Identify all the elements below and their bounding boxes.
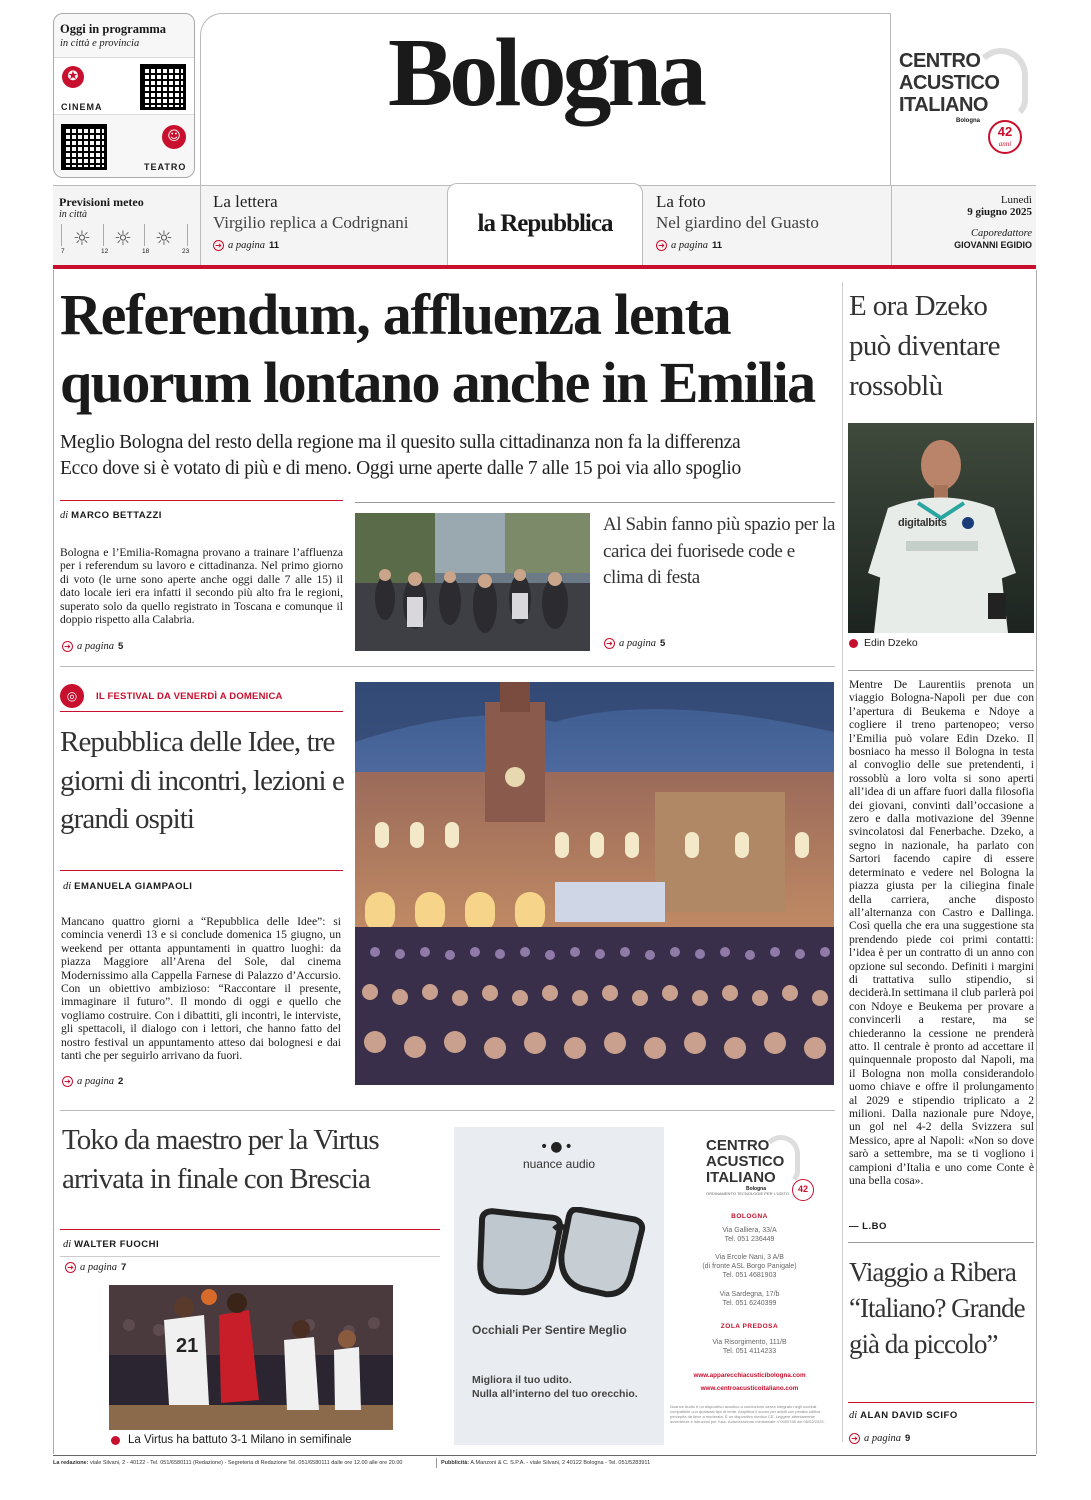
sabin-pageref[interactable]: ➔ a pagina 5	[604, 638, 665, 649]
dzeko-body: Mentre De Laurentiis prenota un viaggio Bologna-Napoli per due con l’apertura di Beukema e Ndoye a cogliere il treno partenopeo; verso l’Emilia può volare Edin Dzeko. Il bosniaco ha messo il Bologna in testa al convoglio delle sue pretendenti, i rossoblù a loro volta si sono aperti all’idea di un affare fuori dalla filosofia dei giovani, convinti dall’occasione a zero e dalla motivazione del 39enne svincolatosi dal Fenerbache. Dzeko, a segno in nazionale, ha parlato con Sartori facendo capire di essere determinato e vedere nel Bologna la piazza giusta per la ciliegina finale della carriera, anche disposto all’alternanza con Castro e Dallinga. Così quella che era una suggestione sta prendendo piede coi primi contatti: l’idea è per un contratto di un anno con opzione sul secondo. Definiti i margini di trattativa sullo stipendio, si deciderà.In settimana il club parlerà poi con Ndoye e Beukema per provare a convincerli a restare, ma se chiederanno la cessione ne prenderà atto. Il centrale è pronto ad accettare il quinquennale proposto dal Napoli, ma il Bologna non molla considerandolo uomo chiave e offre il prolungamento al 2029 e stipendio triplicato a 2 milioni. Dalla nazionale pure Ndoye, un gol nel 4-2 della Svizzera sul Messico, apre al Napoli: «Non so dove sarò a settembre, ma se ti vogliono i campioni d’Italia e uno come Conte è una bella cosa».	[849, 678, 1034, 1188]
arrow-icon: ➔	[65, 1262, 76, 1273]
virtus-caption: La Virtus ha battuto 3-1 Milano in semifinale	[111, 1434, 352, 1446]
sun-cloud-icon: ☼	[114, 226, 132, 250]
lettera-kicker: La lettera	[213, 192, 278, 211]
footer-pubblicita: Pubblicità: A.Manzoni & C. S.P.A. - viale Silvani, 2 40122 Bologna - Tel. 051/5283911	[441, 1460, 651, 1466]
festival-pageref[interactable]: ➔ a pagina 2	[62, 1076, 123, 1087]
lead-pageref[interactable]: ➔ a pagina 5	[62, 641, 123, 652]
nuance-logo-icon: •●•	[540, 1139, 575, 1155]
glasses-icon	[472, 1207, 648, 1307]
lead-body: Bologna e l’Emilia-Romagna provano a trainare l’affluenza per i referendum su lavoro e cittadinanza. Nel primo giorno di voto (le urne sono aperte anche oggi dalle 7 alle 15) il dato locale ieri era infatti il secondo più alto fra le regioni, superato solo da quello registrato in Toscana e comunque il doppio rispetto alla Calabria.	[60, 546, 343, 627]
dzeko-photo	[848, 423, 1034, 633]
teatro-label: TEATRO	[144, 162, 187, 172]
ad-sub: Bologna	[746, 1186, 766, 1192]
dzeko-caption: Edin Dzeko	[849, 637, 918, 649]
ad-website-2[interactable]: www.centroacusticoitaliano.com	[700, 1385, 799, 1392]
programma-box	[53, 13, 195, 178]
arrow-icon: ➔	[849, 1433, 860, 1444]
weekday: Lunedì	[1000, 194, 1032, 206]
ad-city-1: BOLOGNA	[731, 1213, 768, 1220]
editor-name: GIOVANNI EGIDIO	[954, 240, 1032, 250]
years-badge	[988, 120, 1022, 154]
teatro-qr-icon[interactable]	[61, 124, 107, 170]
caption-dot-icon	[111, 1436, 120, 1445]
ribera-headline[interactable]: Viaggio a Ribera “Italiano? Grande già da piccolo”	[849, 1257, 1025, 1359]
lead-headline-1[interactable]: Referendum, affluenza lenta	[60, 282, 731, 347]
programma-title: Oggi in programma	[60, 22, 167, 36]
arrow-icon: ➔	[656, 240, 667, 251]
ad-line-3: ITALIANO	[706, 1169, 776, 1186]
cinema-qr-icon[interactable]	[140, 64, 186, 110]
ad-slogan: Occhiali Per Sentire Meglio	[472, 1323, 627, 1337]
nuance-brand: nuance audio	[522, 1157, 596, 1171]
arrow-icon: ➔	[213, 240, 224, 251]
meteo-subtitle: in città	[59, 209, 88, 220]
meteo-hour: 23	[182, 248, 190, 255]
virtus-photo	[109, 1285, 393, 1430]
arrow-icon: ➔	[62, 641, 73, 652]
programma-subtitle: in città e provincia	[60, 38, 140, 49]
film-reel-icon: ✪	[62, 66, 84, 88]
nuance-audio-ad[interactable]	[454, 1127, 664, 1445]
ad-tag-1: Migliora il tuo udito.	[472, 1374, 572, 1386]
festival-byline: di EMANUELA GIAMPAOLI	[63, 881, 193, 892]
editor-role: Caporedattore	[970, 228, 1032, 239]
meteo-hour: 18	[142, 248, 150, 255]
virtus-pageref[interactable]: ➔ a pagina 7	[65, 1262, 126, 1273]
piazza-maggiore-photo	[355, 682, 834, 1085]
ribera-byline: di ALAN DAVID SCIFO	[849, 1410, 958, 1421]
meteo-hour: 12	[101, 248, 109, 255]
ad-city-2: ZOLA PREDOSA	[720, 1323, 779, 1330]
ear-logo-icon	[974, 48, 1028, 120]
lettera-teaser[interactable]	[213, 192, 441, 262]
issue-date: 9 giugno 2025	[967, 206, 1032, 218]
ad-tag-2: Nulla all’interno del tuo orecchio.	[472, 1388, 638, 1400]
ad-address-4: Via Risorgimento, 111/B Tel. 051 4114233	[712, 1339, 787, 1355]
cinema-card[interactable]	[54, 57, 194, 115]
ad-address-2: Via Ercole Nani, 3 A/B (di fronte ASL Borgo Panigale) Tel. 051 4681903	[702, 1254, 797, 1279]
footer-redazione: La redazione: viale Silvani, 2 - 40122 - Tel. 051/6580111 (Redazione) - Segreteria di Redazione Tel. 051/6580111 dalle ore 12.00 alle ore 20.00	[53, 1460, 403, 1466]
ribera-pageref[interactable]: ➔ a pagina 9	[849, 1433, 910, 1444]
years-number: 42	[997, 124, 1013, 139]
sun-cloud-icon: ☼	[73, 226, 91, 250]
date-box	[896, 194, 1032, 250]
foto-teaser[interactable]	[656, 192, 884, 262]
ear-logo-icon	[762, 1135, 800, 1185]
ad-line-1: CENTRO	[706, 1137, 770, 1154]
festival-kicker: ◎ IL FESTIVAL DA VENERDÌ A DOMENICA	[60, 684, 283, 708]
virtus-jersey-number: 21	[176, 1335, 199, 1357]
ad-line-2: ACUSTICO	[706, 1153, 785, 1170]
teatro-card[interactable]	[54, 118, 194, 176]
virtus-byline: di WALTER FUOCHI	[63, 1239, 160, 1250]
masthead-title: Bologna	[387, 19, 704, 127]
foto-title: Nel giardino del Guasto	[656, 213, 819, 232]
ad-disclaimer: Nuance Audio è un dispositivo acustico a conduzione aerea integrato negli occhiali, compatibile con qualsiasi tipo di lente. Amplifica il suono per adulti con perdita uditiva percepita da lieve a moderata. È un dispositivo medico CE. Leggere attentamente avvertenze e istruzioni per l'uso. Autorizzazione ministeriale n°0005785 del 06/02/2025.	[670, 1404, 825, 1424]
camera-icon: ◎	[60, 684, 84, 708]
years-label: anni	[998, 140, 1012, 148]
lead-byline: di MARCO BETTAZZI	[60, 510, 162, 521]
repubblica-logo[interactable]: la Repubblica	[477, 210, 613, 237]
sun-cloud-icon: ☼	[155, 226, 173, 250]
virtus-headline[interactable]: Toko da maestro per la Virtus arrivata in finale con Brescia	[62, 1124, 379, 1195]
sabin-photo	[355, 513, 590, 651]
arrow-icon: ➔	[62, 1076, 73, 1087]
theatre-masks-icon: ☺	[162, 125, 186, 149]
arrow-icon: ➔	[604, 638, 615, 649]
foto-kicker: La foto	[656, 192, 706, 211]
festival-headline[interactable]: Repubblica delle Idee, tre giorni di incontri, lezioni e grandi ospiti	[60, 726, 344, 835]
ad-address-1: Via Galliera, 33/A Tel. 051 236449	[722, 1227, 777, 1243]
sabin-headline[interactable]: Al Sabin fanno più spazio per la carica dei fuorisede code e clima di festa	[603, 514, 836, 588]
years-badge: 42	[792, 1179, 814, 1201]
lettera-title: Virgilio replica a Codrignani	[213, 213, 409, 232]
festival-body: Mancano quattro giorni a “Repubblica delle Idee”: si comincia venerdì 13 e si conclude domenica 15 giugno, un weekend per ottanta appuntamenti in quattro luoghi: da piazza Maggiore all’Arena del Sole, dal cinema Modernissimo alla Cappella Farnese di Palazzo d’Accursio. Con un obiettivo ambizioso: “Raccontare il presente, immaginare il futuro”. Il mondo di oggi e quello che vogliamo costruire. Con i dibattiti, gli incontri, le interviste, gli spettacoli, il dialogo con i lettori, che hanno fatto del nostro festival un appuntamento atteso dai bolognesi e dai tanti che per seguirlo arrivano da fuori.	[61, 915, 341, 1063]
dzeko-sign: — L.BO	[849, 1221, 887, 1232]
lettera-pageref[interactable]: ➔ a pagina 11	[213, 240, 441, 251]
ad-website-1[interactable]: www.apparecchiacusticibologna.com	[693, 1372, 806, 1379]
centro-acustico-ad[interactable]	[664, 1127, 835, 1445]
ad-address-3: Via Sardegna, 17/b Tel. 051 6240399	[719, 1291, 780, 1307]
ad-top-line-1: CENTRO	[899, 50, 981, 72]
meteo-icons	[61, 224, 191, 258]
lead-subhead-2: Ecco dove si è votato di più e di meno. Oggi urne aperte dalle 7 alle 15 poi via allo spoglio	[60, 458, 741, 479]
lead-headline-2[interactable]: quorum lontano anche in Emilia	[60, 350, 815, 415]
ad-small: ORDINAMENTO TECNOLOGIE PER L'UDITO	[706, 1191, 789, 1196]
ad-top-line-3: ITALIANO	[899, 94, 988, 116]
ad-top-centro-acustico[interactable]	[896, 40, 1036, 160]
meteo-box	[53, 186, 195, 265]
cinema-label: CINEMA	[61, 102, 103, 112]
dzeko-headline[interactable]: E ora Dzeko può diventare rossoblù	[849, 290, 1000, 402]
foto-pageref[interactable]: ➔ a pagina 11	[656, 240, 884, 251]
caption-dot-icon	[849, 639, 858, 648]
ad-top-city: Bologna	[956, 118, 980, 124]
dzeko-shirt-text: digitalbits	[898, 517, 947, 529]
meteo-hour: 7	[61, 248, 65, 255]
ad-top-line-2: ACUSTICO	[899, 72, 1000, 94]
lead-subhead-1: Meglio Bologna del resto della regione ma il quesito sulla cittadinanza non fa la differenza	[60, 432, 741, 453]
meteo-title: Previsioni meteo	[59, 195, 144, 209]
